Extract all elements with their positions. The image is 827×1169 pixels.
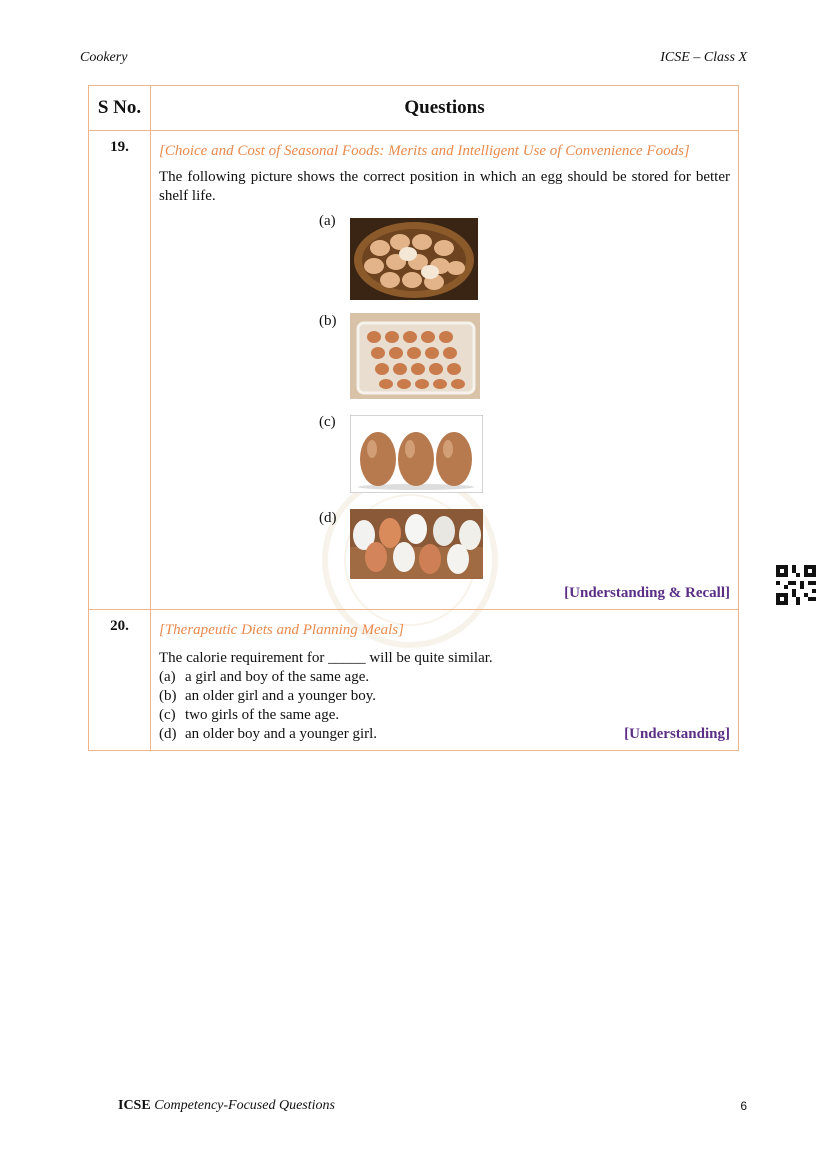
option-d: [159, 509, 730, 584]
option-c: [159, 706, 730, 725]
option-b: [159, 312, 730, 413]
eggs-in-carton-image: [350, 509, 483, 579]
eggs-in-tray-image: [350, 313, 480, 399]
option-label: (c): [159, 707, 176, 723]
header-class: ICSE – Class X: [660, 50, 747, 65]
question-stem: The calorie requirement for _____ will be quite similar.: [159, 650, 493, 666]
option-d-row: [159, 725, 730, 744]
option-label: (a): [319, 213, 336, 229]
questions-header: Questions: [151, 86, 739, 131]
page-number: 6: [740, 1099, 747, 1113]
skill-tag: [Understanding & Recall]: [564, 585, 730, 601]
footer-title: [118, 1098, 335, 1114]
question-topic: [Choice and Cost of Seasonal Foods: Merits and Intelligent Use of Convenience Foods]: [159, 143, 690, 159]
table-row: [89, 131, 739, 610]
question-cell: [151, 610, 739, 751]
option-a: [159, 212, 730, 312]
eggs-in-basket-image: [350, 218, 478, 300]
option-text: two girls of the same age.: [185, 707, 340, 723]
option-label: (d): [159, 726, 177, 742]
footer-subtitle: Competency-Focused Questions: [154, 1098, 335, 1113]
sno-header: S No.: [89, 86, 151, 131]
question-number: 19.: [89, 131, 151, 610]
option-label: (b): [159, 688, 177, 704]
option-d: [159, 725, 377, 744]
table-header-row: [89, 86, 739, 131]
questions-table: [88, 85, 739, 751]
option-label: (a): [159, 669, 176, 685]
footer-brand: ICSE: [118, 1098, 151, 1113]
option-label: (b): [319, 313, 337, 329]
option-b: [159, 687, 730, 706]
option-label: (d): [319, 510, 337, 526]
skill-tag: [Understanding]: [624, 726, 730, 742]
option-label: (c): [319, 414, 336, 430]
question-cell: [151, 131, 739, 610]
option-text: a girl and boy of the same age.: [185, 669, 370, 685]
qr-code-icon[interactable]: [776, 565, 816, 605]
option-text: an older girl and a younger boy.: [185, 688, 377, 704]
option-c: [159, 413, 730, 509]
three-eggs-upright-image: [350, 415, 483, 493]
question-stem: The following picture shows the correct position in which an egg should be stored for better shelf life.: [159, 169, 730, 204]
question-topic: [Therapeutic Diets and Planning Meals]: [159, 622, 404, 638]
option-text: an older boy and a younger girl.: [185, 726, 378, 742]
header-subject: Cookery: [80, 50, 128, 65]
option-a: [159, 668, 730, 687]
table-row: [89, 610, 739, 751]
question-number: 20.: [89, 610, 151, 751]
